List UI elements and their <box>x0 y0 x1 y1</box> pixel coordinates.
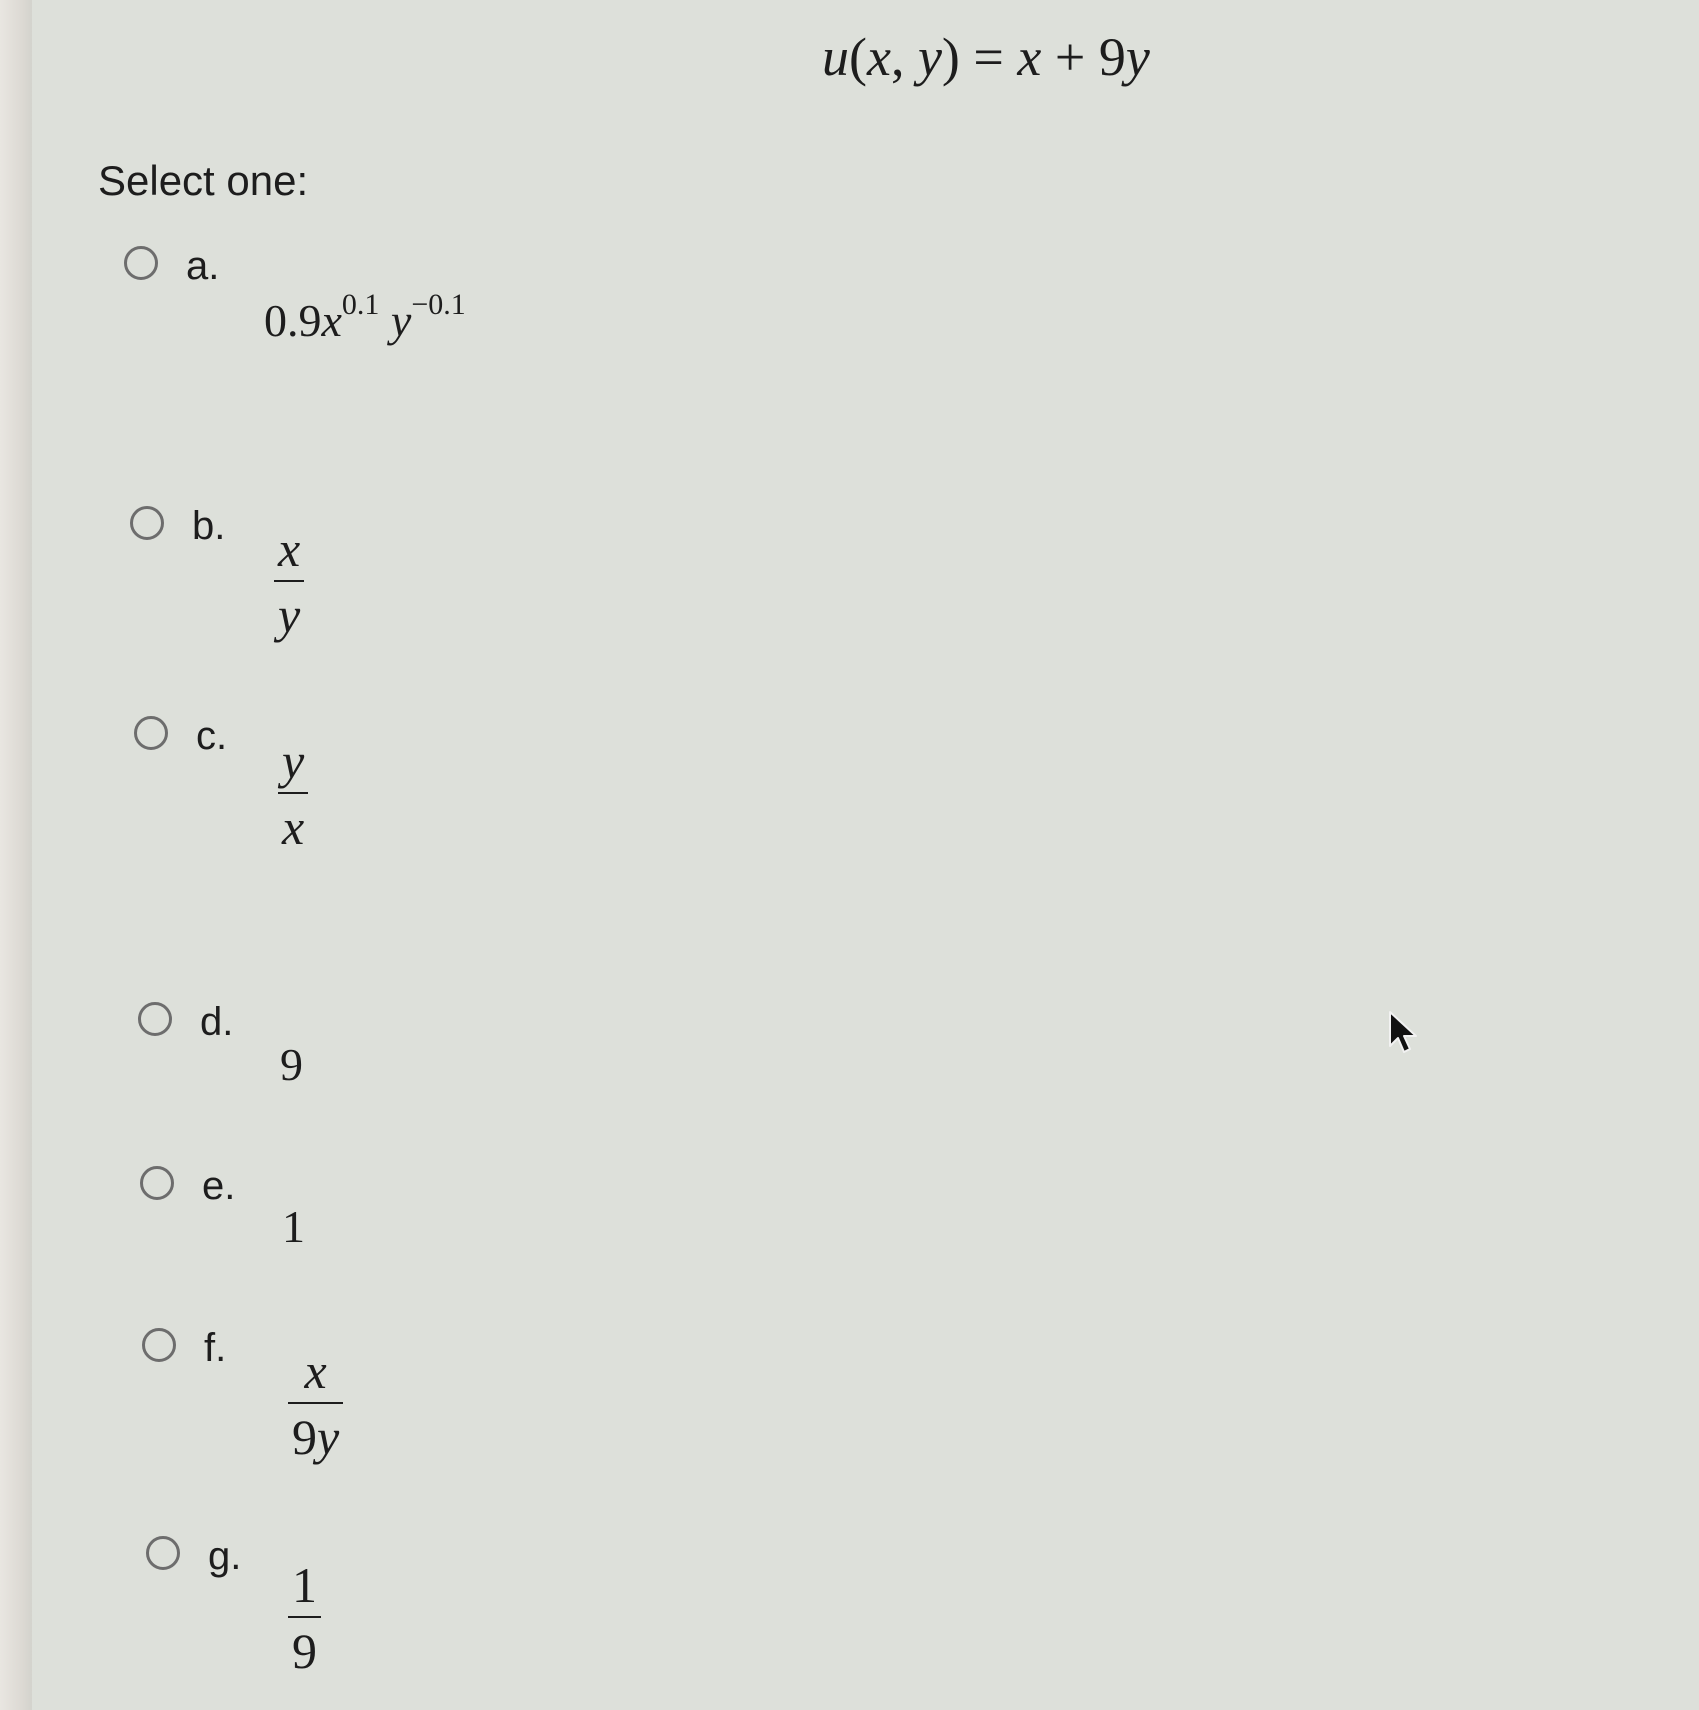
option-c-denominator: x <box>282 799 305 855</box>
eq-lhs-x: x <box>866 27 891 87</box>
option-f-den-var: y <box>317 1409 340 1465</box>
option-c-numerator: y <box>282 733 305 789</box>
eq-equals: = <box>973 27 1004 87</box>
option-g-letter: g. <box>208 1534 242 1578</box>
utility-function-equation <box>822 27 1150 87</box>
mouse-pointer-icon <box>1388 1010 1422 1056</box>
fraction-bar <box>288 1402 343 1404</box>
option-f-letter: f. <box>204 1326 227 1370</box>
radio-button-icon[interactable] <box>124 246 158 280</box>
select-one-prompt: Select one: <box>98 157 309 204</box>
option-f-den-coef: 9 <box>292 1409 317 1465</box>
eq-comma: , <box>890 27 905 87</box>
fraction-bar <box>278 792 308 794</box>
option-f-answer[interactable] <box>288 1343 343 1465</box>
fraction-bar <box>274 580 304 582</box>
option-a-letter: a. <box>186 244 220 288</box>
option-b-denominator: y <box>278 587 301 643</box>
radio-button-icon[interactable] <box>146 1536 180 1570</box>
radio-button-icon[interactable] <box>138 1002 172 1036</box>
eq-plus: + <box>1054 27 1086 87</box>
option-a-exp-x: 0.1 <box>341 288 380 321</box>
option-c-letter: c. <box>196 714 228 758</box>
radio-button-icon[interactable] <box>134 716 168 750</box>
page-edge <box>0 0 32 1710</box>
option-e-letter: e. <box>202 1164 236 1208</box>
option-e-answer[interactable]: 1 <box>282 1201 305 1252</box>
option-a-exp-y: −0.1 <box>411 288 466 321</box>
option-d-letter: d. <box>200 1000 234 1044</box>
option-f-denominator <box>288 1409 343 1465</box>
eq-rhs-x: x <box>1017 27 1042 87</box>
fraction-bar <box>288 1616 321 1618</box>
eq-func: u <box>822 27 849 87</box>
option-b-letter: b. <box>192 504 226 548</box>
option-c-answer[interactable] <box>278 733 308 855</box>
option-b-numerator: x <box>278 521 301 577</box>
radio-button-icon[interactable] <box>130 506 164 540</box>
eq-rhs-coef: 9 <box>1098 27 1126 87</box>
eq-lhs-y: y <box>917 27 942 87</box>
radio-button-icon[interactable] <box>140 1166 174 1200</box>
option-f-numerator: x <box>304 1343 327 1399</box>
option-b-answer[interactable] <box>274 521 304 643</box>
eq-open-paren: ( <box>849 27 867 87</box>
option-g-numerator: 1 <box>292 1557 317 1613</box>
option-d-answer[interactable]: 9 <box>280 1039 303 1090</box>
option-a-var-y: y <box>390 295 412 346</box>
radio-button-icon[interactable] <box>142 1328 176 1362</box>
option-a-answer[interactable] <box>264 290 466 344</box>
option-g-answer[interactable] <box>288 1557 321 1679</box>
option-g-denominator: 9 <box>292 1623 317 1679</box>
option-a-coef: 0.9 <box>264 295 322 346</box>
eq-rhs-y: y <box>1125 27 1150 87</box>
option-a-var-x: x <box>321 295 342 346</box>
eq-close-paren: ) <box>941 27 960 87</box>
